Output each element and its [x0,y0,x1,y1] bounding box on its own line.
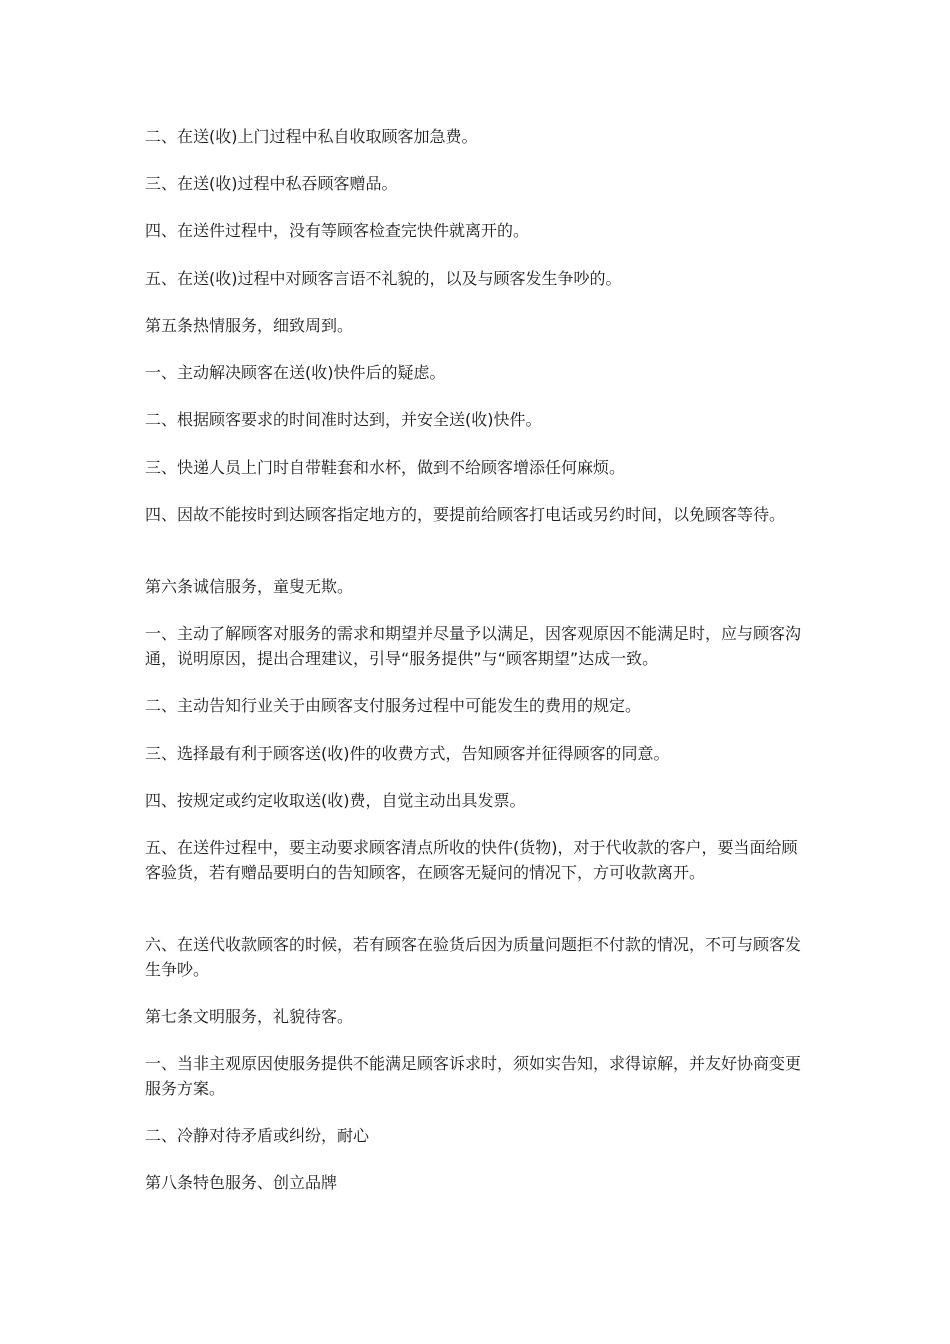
clause-item: 五、在送(收)过程中对顾客言语不礼貌的，以及与顾客发生争吵的。 [145,269,622,288]
article-heading: 第六条诚信服务，童叟无欺。 [145,577,354,596]
clause-item: 三、在送(收)过程中私吞顾客赠品。 [145,174,398,193]
clause-item: 二、根据顾客要求的时间准时达到，并安全送(收)快件。 [145,410,542,429]
clause-item: 四、按规定或约定收取送(收)费，自觉主动出具发票。 [145,791,526,810]
clause-item: 四、因故不能按时到达顾客指定地方的，要提前给顾客打电话或另约时间，以免顾客等待。 [145,505,786,524]
clause-item: 一、主动解决顾客在送(收)快件后的疑虑。 [145,363,446,382]
clause-item: 六、在送代收款顾客的时候，若有顾客在验货后因为质量问题拒不付款的情况，不可与顾客发生争吵。 [145,935,802,979]
clause-item: 一、主动了解顾客对服务的需求和期望并尽量予以满足，因客观原因不能满足时，应与顾客沟通，说明原因，提出合理建议，引导“服务提供”与“顾客期望”达成一致。 [145,624,802,668]
clause-item: 二、冷静对待矛盾或纠纷，耐心 [145,1126,370,1145]
clause-item: 一、当非主观原因使服务提供不能满足顾客诉求时，须如实告知，求得谅解，并友好协商变更服务方案。 [145,1054,802,1098]
clause-item: 二、主动告知行业关于由顾客支付服务过程中可能发生的费用的规定。 [145,696,642,715]
article-heading: 第五条热情服务，细致周到。 [145,316,354,335]
clause-item: 五、在送件过程中，要主动要求顾客清点所收的快件(货物)，对于代收款的客户，要当面给顾客验货，若有赠品要明白的告知顾客，在顾客无疑问的情况下，方可收款离开。 [145,838,798,882]
clause-item: 四、在送件过程中，没有等顾客检查完快件就离开的。 [145,221,530,240]
clause-item: 二、在送(收)上门过程中私自收取顾客加急费。 [145,127,478,146]
article-heading: 第八条特色服务、创立品牌 [145,1173,338,1192]
clause-item: 三、选择最有利于顾客送(收)件的收费方式，告知顾客并征得顾客的同意。 [145,744,670,763]
article-heading: 第七条文明服务，礼貌待客。 [145,1007,354,1026]
clause-item: 三、快递人员上门时自带鞋套和水杯，做到不给顾客增添任何麻烦。 [145,458,626,477]
